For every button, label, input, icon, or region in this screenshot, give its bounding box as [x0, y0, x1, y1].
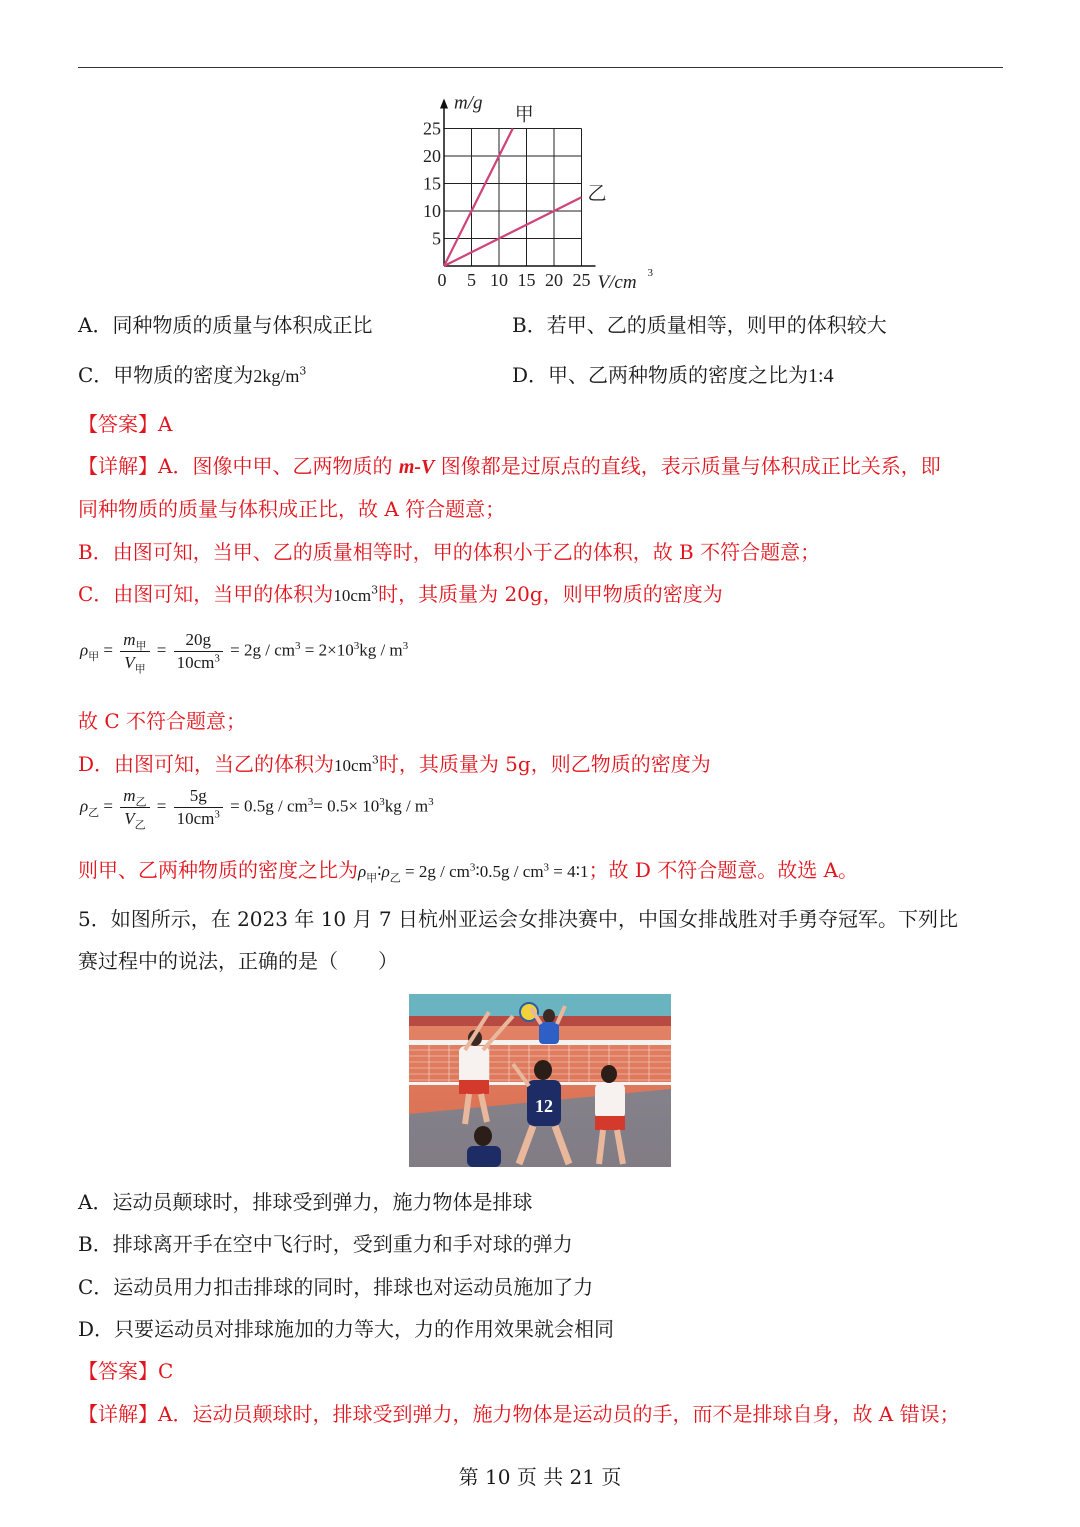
x-axis-label: V/cm — [597, 272, 637, 293]
x-tick-label: 0 — [437, 270, 447, 290]
q5-detail-a: 【详解】A．运动员颠球时，排球受到弹力，施力物体是运动员的手，而不是排球自身，故 A 错误； — [78, 1402, 960, 1426]
q4-option-d: D．甲、乙两种物质的密度之比为1:4 — [512, 363, 834, 387]
q4-detail-b: B．由图可知，当甲、乙的质量相等时，甲的体积小于乙的体积，故 B 不符合题意； — [78, 540, 821, 564]
q4-option-a: A．同种物质的质量与体积成正比 — [78, 313, 373, 337]
series-label-jia: 甲 — [514, 104, 534, 126]
series-line-jia — [444, 129, 513, 267]
y-tick-label: 10 — [423, 201, 441, 221]
formula-density-yi: $\rho_乙$ = $\frac{m_乙}{V_乙}$ = $\frac{5g}{10cm^3}$ = $0.5g / cm^3= 0.5\times 10^3kg / m^3$ — [80, 786, 434, 832]
q5-stem-line2: 赛过程中的说法，正确的是（ ） — [78, 949, 398, 973]
q5-option-b: B．排球离开手在空中飞行时，受到重力和手对球的弹力 — [78, 1232, 573, 1256]
y-tick-label: 5 — [432, 228, 441, 249]
volleyball-photo — [409, 994, 671, 1167]
q5-option-d: D．只要运动员对排球施加的力等大，力的作用效果就会相同 — [78, 1317, 615, 1341]
x-tick-label: 15 — [517, 270, 536, 290]
q5-option-c: C．运动员用力扣击排球的同时，排球也对运动员施加了力 — [78, 1275, 594, 1299]
mass-volume-chart — [400, 84, 680, 294]
y-tick-label: 20 — [423, 146, 441, 166]
q5-stem-line1: 5．如图所示，在 2023 年 10 月 7 日杭州亚运会女排决赛中，中国女排战胜对手勇夺冠军。下列比 — [78, 907, 958, 931]
y-tick-label: 25 — [423, 118, 441, 139]
q4-option-c: C．甲物质的密度为$2kg/m^3$ — [78, 363, 307, 387]
series-label-yi: 乙 — [587, 183, 607, 205]
y-axis-label: m/g — [454, 92, 483, 114]
q4-detail-d: D．由图可知，当乙的体积为$10cm^3$时，其质量为 5g，则乙物质的密度为 — [78, 752, 711, 776]
header-rule — [78, 67, 1003, 68]
x-tick-label: 5 — [467, 270, 476, 290]
q4-option-b: B．若甲、乙的质量相等，则甲的体积较大 — [512, 313, 887, 337]
q5-answer: 【答案】C — [78, 1359, 174, 1383]
q4-answer: 【答案】A — [78, 412, 173, 436]
q4-detail-c: C．由图可知，当甲的体积为$10cm^3$时，其质量为 20g，则甲物质的密度为 — [78, 582, 723, 606]
q4-detail-a2: 同种物质的质量与体积成正比，故 A 符合题意； — [78, 497, 506, 521]
q4-detail-a1: 【详解】A．图像中甲、乙两物质的 m-V 图像都是过原点的直线，表示质量与体积成正比关系，即 — [78, 454, 941, 478]
formula-density-jia: $\rho_甲$ = $\frac{m_甲}{V_甲}$ = $\frac{20g}{10cm^3}$ = $2g / cm^3 = 2\times 10^3kg / m^3$ — [80, 630, 409, 676]
x-tick-label: 20 — [545, 270, 563, 290]
q4-detail-c-end: 故 C 不符合题意； — [78, 709, 247, 733]
x-tick-label: 25 — [572, 270, 591, 290]
x-tick-label: 10 — [490, 270, 508, 290]
y-tick-label: 15 — [423, 173, 441, 194]
jersey-number: 12 — [535, 1096, 553, 1116]
q4-detail-d-end: 则甲、乙两种物质的密度之比为$\rho_甲∶\rho_乙 = 2g$ / $cm^3∶0.5g / cm^3$ = 4∶1；故 D 不符合题意。故选 A。 — [78, 858, 859, 885]
q5-option-a: A．运动员颠球时，排球受到弹力，施力物体是排球 — [78, 1190, 533, 1214]
series-line-yi — [444, 197, 582, 266]
y-axis-arrow — [440, 99, 448, 109]
page-footer: 第 10 页 共 21 页 — [458, 1465, 622, 1489]
x-axis-label-sup: 3 — [647, 267, 653, 279]
